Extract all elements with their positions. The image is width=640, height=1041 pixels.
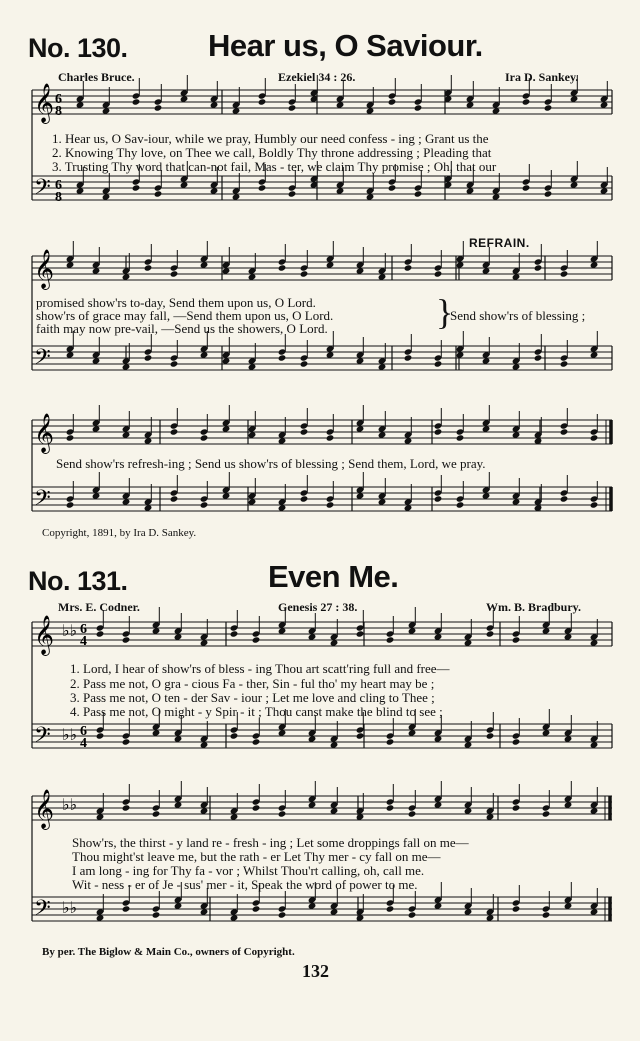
hymn-131-composer: Wm. B. Bradbury. xyxy=(486,600,582,614)
note-head xyxy=(122,905,131,912)
hymn-131-title: Even Me. xyxy=(268,559,399,594)
svg-text:𝄞: 𝄞 xyxy=(34,413,55,453)
page-number: 132 xyxy=(302,961,329,981)
hymn-131-verse-3: 3. Pass me not, O ten - der Sav - iour ; Let me love and cling to Thee ; xyxy=(70,690,435,705)
svg-text:𝄢: 𝄢 xyxy=(34,486,51,516)
hymn-131-verse-1: 1. Lord, I hear of show'rs of bless - ing Thou art scatt'ring full and free— xyxy=(70,661,450,676)
hymn-130-verse-1: 1. Hear us, O Sav-iour, while we pray, Humbly our need confess - ing ; Grant us the xyxy=(52,131,489,146)
hymn-131-line2-verse-1: Show'rs, the thirst - y land re - fresh - ing ; Let some droppings fall on me— xyxy=(72,835,469,850)
hymn-130-refrain-label: REFRAIN. xyxy=(469,236,530,250)
hymn-130-line3: Send show'rs refresh-ing ; Send us show'rs of blessing ; Send them, Lord, we pray. xyxy=(56,456,486,471)
hymn-131-line2-verse-3: I am long - ing for Thy fa - vor ; Whilst Thou'rt calling, oh, call me. xyxy=(72,863,425,878)
note-head xyxy=(252,804,261,811)
svg-text:𝄢: 𝄢 xyxy=(34,723,51,753)
note-head xyxy=(512,905,521,912)
note-head xyxy=(408,911,417,918)
time-signature: 6 xyxy=(55,92,62,107)
hymn-131-line2-verse-4: Wit - ness - er of Je - sus' mer - it, Speak the word of power to me. xyxy=(72,877,418,892)
svg-text:𝄞: 𝄞 xyxy=(34,249,55,289)
hymn-130-line2-verse-2: show'rs of grace may fall, —Send them upon us, O Lord. xyxy=(36,308,334,323)
note-head xyxy=(542,911,551,918)
hymn-130-verse-3: 3. Trusting Thy word that can-not fail, Mas - ter, we claim Thy promise ; Oh, that our xyxy=(52,159,497,174)
svg-text:6: 6 xyxy=(80,724,87,739)
svg-text:♭♭: ♭♭ xyxy=(62,725,78,744)
svg-text:4: 4 xyxy=(80,634,87,649)
svg-text:𝄢: 𝄢 xyxy=(34,896,51,926)
note-head xyxy=(152,810,161,817)
note-head xyxy=(278,911,287,918)
hymn-130-refrain-side: Send show'rs of blessing ; xyxy=(450,308,586,323)
hymn-130-scripture: Ezekiel 34 : 26. xyxy=(278,70,356,84)
note-head xyxy=(512,804,521,811)
note-head xyxy=(122,804,131,811)
note-head xyxy=(386,905,395,912)
treble-clef-icon: 𝄞 xyxy=(34,83,55,123)
hymn-130-copyright: Copyright, 1891, by Ira D. Sankey. xyxy=(42,527,197,539)
hymn-131-line2-verse-2: Thou might'st leave me, but the rath - er Let Thy mer - cy fall on me— xyxy=(72,849,441,864)
hymn-131-publisher: By per. The Biglow & Main Co., owners of Copyright. xyxy=(42,946,295,958)
svg-text:𝄞: 𝄞 xyxy=(34,789,55,829)
hymn-131-verse-2: 2. Pass me not, O gra - cious Fa - ther, Sin - ful tho' my heart may be ; xyxy=(70,676,435,691)
note-head xyxy=(252,905,261,912)
hymn-131-number: No. 131. xyxy=(28,566,128,596)
svg-text:𝄞: 𝄞 xyxy=(34,615,55,655)
hymn-130-composer: Ira D. Sankey. xyxy=(505,70,579,84)
svg-text:♭♭: ♭♭ xyxy=(62,621,78,640)
svg-text:♭♭: ♭♭ xyxy=(62,795,78,814)
hymn-130-title: Hear us, O Saviour. xyxy=(208,28,483,63)
note-head xyxy=(408,810,417,817)
svg-text:4: 4 xyxy=(80,736,87,751)
svg-text:♭♭: ♭♭ xyxy=(62,898,78,917)
svg-text:6: 6 xyxy=(55,178,62,193)
svg-text:8: 8 xyxy=(55,190,62,205)
svg-text:8: 8 xyxy=(55,104,62,119)
note-head xyxy=(386,804,395,811)
refrain-brace: } xyxy=(436,292,454,332)
hymn-130-author: Charles Bruce. xyxy=(58,70,135,84)
bass-clef-icon: 𝄢 xyxy=(34,175,51,205)
hymn-130-number: No. 130. xyxy=(28,33,128,63)
hymn-131-verse-4: 4. Pass me not, O might - y Spir - it ; Thou canst make the blind to see ; xyxy=(70,704,443,719)
hymn-131-scripture: Genesis 27 : 38. xyxy=(278,600,358,614)
note-head xyxy=(152,911,161,918)
hymn-130-line2-verse-3: faith may now pre-vail, —Send us the showers, O Lord. xyxy=(36,321,328,336)
svg-text:6: 6 xyxy=(80,622,87,637)
hymn-131-author: Mrs. E. Codner. xyxy=(58,600,140,614)
svg-text:𝄢: 𝄢 xyxy=(34,345,51,375)
hymn-130-line2-verse-1: promised show'rs to-day, Send them upon us, O Lord. xyxy=(36,295,316,310)
note-head xyxy=(542,810,551,817)
note-head xyxy=(278,810,287,817)
hymn-130-verse-2: 2. Knowing Thy love, on Thee we call, Boldly Thy throne addressing ; Pleading that xyxy=(52,145,492,160)
